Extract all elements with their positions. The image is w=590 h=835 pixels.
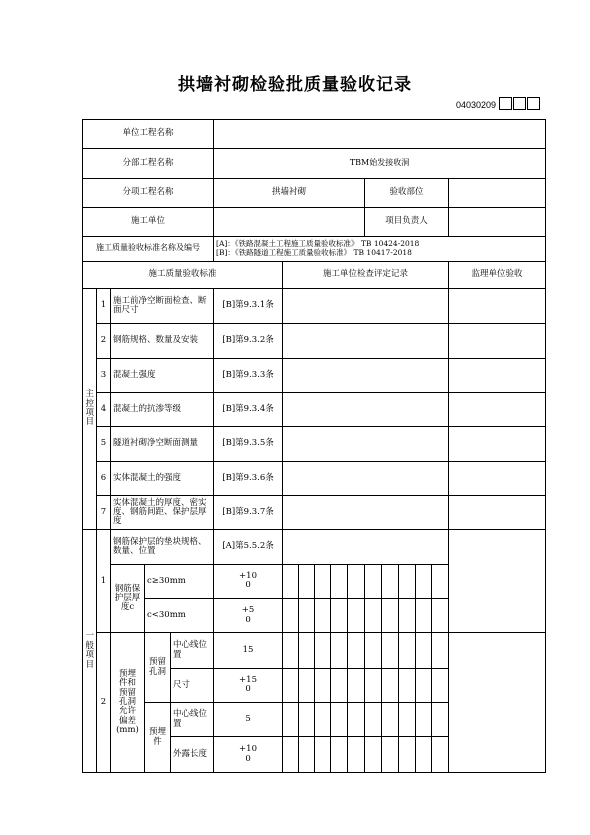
item-clause: [B]第9.3.4条 <box>214 392 283 426</box>
form-code: 04030209 <box>456 100 497 110</box>
check-record[interactable] <box>283 392 449 426</box>
code-box[interactable] <box>499 97 512 110</box>
measure-cell[interactable] <box>348 564 365 598</box>
cover-thickness-label-cell <box>111 564 145 633</box>
measure-cell[interactable] <box>299 737 315 773</box>
measure-cell[interactable] <box>416 633 432 668</box>
tolerance-bottom: 0 <box>245 580 251 591</box>
item-clause: [A]第5.5.2条 <box>214 530 283 564</box>
tolerance-cell <box>214 737 283 773</box>
main-control-label-cell <box>83 288 97 530</box>
measure-cell[interactable] <box>348 633 365 668</box>
tolerance-top: 15 <box>242 644 254 655</box>
measure-cell[interactable] <box>365 599 382 633</box>
tolerance-cell <box>214 564 283 598</box>
measure-cell[interactable] <box>299 599 315 633</box>
general-label: 一般项目 <box>85 631 95 670</box>
supervision-record[interactable] <box>449 358 546 392</box>
tolerance-top: +10 <box>239 571 257 581</box>
supervision-record[interactable] <box>449 461 546 495</box>
measure-cell[interactable] <box>331 599 348 633</box>
code-box[interactable] <box>513 97 526 110</box>
measure-cell[interactable] <box>299 633 315 668</box>
cover-condition: c<30mm <box>145 599 214 633</box>
column-construction-check: 施工单位检查评定记录 <box>283 261 449 288</box>
measure-cell[interactable] <box>365 633 382 668</box>
supervision-record[interactable] <box>449 495 546 529</box>
item-no: 7 <box>97 495 111 529</box>
measure-cell[interactable] <box>283 668 299 702</box>
supervision-record[interactable] <box>449 633 546 773</box>
embedded-part-label: 预埋件 <box>148 727 166 747</box>
measure-cell[interactable] <box>315 633 331 668</box>
construction-unit-label: 施工单位 <box>83 207 214 236</box>
unit-project-value[interactable] <box>214 120 546 149</box>
tolerance-cell <box>214 668 283 702</box>
supervision-record[interactable] <box>449 288 546 323</box>
cover-thickness-label: 钢筋保护层厚度c <box>114 583 141 613</box>
item-no: 3 <box>97 358 111 392</box>
standard-label: 施工质量验收标准名称及编号 <box>83 237 214 261</box>
item-no: 2 <box>97 324 111 358</box>
item-clause: [B]第9.3.7条 <box>214 495 283 529</box>
measure-cell[interactable] <box>399 599 416 633</box>
reserved-hole-label-cell <box>145 633 171 703</box>
sub-item-name: 中心线位置 <box>171 633 214 668</box>
measure-cell[interactable] <box>399 737 416 773</box>
measure-cell[interactable] <box>399 703 416 737</box>
measure-cell[interactable] <box>365 668 382 702</box>
measure-cell[interactable] <box>382 668 399 702</box>
item-no: 1 <box>97 530 111 633</box>
sub-item-name: 尺寸 <box>171 668 214 702</box>
measure-cell[interactable] <box>315 737 331 773</box>
measure-cell[interactable] <box>299 703 315 737</box>
measure-cell[interactable] <box>299 668 315 702</box>
measure-cell[interactable] <box>382 703 399 737</box>
item-name: 施工前净空断面检查、断面尺寸 <box>111 288 214 323</box>
measure-cell[interactable] <box>331 668 348 702</box>
unit-project-label: 单位工程名称 <box>83 120 214 149</box>
column-supervision: 监理单位验收 <box>449 261 546 288</box>
measure-cell[interactable] <box>432 703 449 737</box>
measure-cell[interactable] <box>416 564 432 598</box>
check-record[interactable] <box>283 495 449 529</box>
item-clause: [B]第9.3.3条 <box>214 358 283 392</box>
measure-cell[interactable] <box>382 564 399 598</box>
check-record[interactable] <box>283 461 449 495</box>
measure-cell[interactable] <box>432 564 449 598</box>
tolerance-top: +10 <box>239 744 257 755</box>
measure-cell[interactable] <box>283 564 299 598</box>
check-record[interactable] <box>283 288 449 323</box>
page-title: 拱墙衬砌检验批质量验收记录 <box>178 75 412 95</box>
construction-unit-value[interactable] <box>214 207 365 236</box>
measure-cell[interactable] <box>416 668 432 702</box>
measure-cell[interactable] <box>315 668 331 702</box>
division-value[interactable]: TBM始发接收洞 <box>214 149 546 178</box>
item-no: 5 <box>97 427 111 461</box>
measure-cell[interactable] <box>365 564 382 598</box>
embedded-deviation-label: 预埋件和预留孔洞允许偏差(mm) <box>116 668 139 736</box>
check-record[interactable] <box>283 358 449 392</box>
measure-cell[interactable] <box>432 599 449 633</box>
measure-cell[interactable] <box>283 737 299 773</box>
measure-cell[interactable] <box>399 668 416 702</box>
measure-cell[interactable] <box>315 599 331 633</box>
item-name: 实体混凝土的厚度、密实度、钢筋间距、保护层厚度 <box>111 495 214 529</box>
embedded-part-label-cell <box>145 703 171 773</box>
measure-cell[interactable] <box>399 633 416 668</box>
subdivision-label: 分项工程名称 <box>83 178 214 207</box>
general-label-cell <box>83 530 97 773</box>
code-boxes <box>499 97 540 110</box>
acceptance-part-value[interactable] <box>449 178 546 207</box>
tolerance-cell <box>214 703 283 737</box>
measure-cell[interactable] <box>331 564 348 598</box>
measure-cell[interactable] <box>432 668 449 702</box>
tolerance-bottom: 0 <box>245 753 251 764</box>
measure-cell[interactable] <box>416 703 432 737</box>
item-name: 钢筋规格、数量及安装 <box>111 324 214 358</box>
measure-cell[interactable] <box>348 703 365 737</box>
tolerance-bottom: 0 <box>245 684 251 695</box>
item-name: 实体混凝土的强度 <box>111 461 214 495</box>
tolerance-top: +5 <box>241 605 255 616</box>
measure-cell[interactable] <box>432 737 449 773</box>
standard-a: [A]：《铁路混凝土工程施工质量验收标准》 TB 10424-2018 <box>216 239 420 249</box>
code-box[interactable] <box>527 97 540 110</box>
item-name: 混凝土强度 <box>111 358 214 392</box>
check-record[interactable] <box>283 324 449 358</box>
tolerance-cell <box>214 633 283 668</box>
item-clause: [B]第9.3.1条 <box>214 288 283 323</box>
item-clause: [B]第9.3.2条 <box>214 324 283 358</box>
acceptance-table <box>82 119 546 773</box>
measure-cell[interactable] <box>382 599 399 633</box>
check-record[interactable] <box>283 530 449 564</box>
measure-cell[interactable] <box>416 737 432 773</box>
measure-cell[interactable] <box>331 703 348 737</box>
tolerance-bottom: 0 <box>245 614 251 625</box>
measure-cell[interactable] <box>348 737 365 773</box>
item-clause: [B]第9.3.5条 <box>214 427 283 461</box>
measure-cell[interactable] <box>432 633 449 668</box>
tolerance-top: +15 <box>239 675 257 686</box>
item-no: 6 <box>97 461 111 495</box>
measure-cell[interactable] <box>331 737 348 773</box>
measure-cell[interactable] <box>283 633 299 668</box>
item-name: 钢筋保护层的垫块规格、数量、位置 <box>111 530 214 564</box>
item-no: 1 <box>97 288 111 323</box>
check-record[interactable] <box>283 427 449 461</box>
tolerance-cell <box>214 599 283 633</box>
acceptance-part-label: 验收部位 <box>365 178 449 207</box>
supervision-record[interactable] <box>449 392 546 426</box>
measure-cell[interactable] <box>299 564 315 598</box>
item-no: 2 <box>97 633 111 773</box>
main-control-label: 主控项目 <box>85 389 95 428</box>
item-no: 4 <box>97 392 111 426</box>
subdivision-value[interactable]: 拱墙衬砌 <box>214 178 365 207</box>
reserved-hole-label: 预留孔洞 <box>148 657 166 677</box>
measure-cell[interactable] <box>365 737 382 773</box>
sub-item-name: 外露长度 <box>171 737 214 773</box>
supervision-record[interactable] <box>449 324 546 358</box>
item-name: 混凝土的抗渗等级 <box>111 392 214 426</box>
measure-cell[interactable] <box>382 633 399 668</box>
sub-item-name: 中心线位置 <box>171 703 214 737</box>
measure-cell[interactable] <box>283 599 299 633</box>
measure-cell[interactable] <box>331 633 348 668</box>
measure-cell[interactable] <box>315 564 331 598</box>
measure-cell[interactable] <box>416 599 432 633</box>
measure-cell[interactable] <box>365 703 382 737</box>
measure-cell[interactable] <box>399 564 416 598</box>
project-manager-label: 项目负责人 <box>365 207 449 236</box>
supervision-record[interactable] <box>449 427 546 461</box>
measure-cell[interactable] <box>348 668 365 702</box>
item-name: 隧道衬砌净空断面测量 <box>111 427 214 461</box>
item-clause: [B]第9.3.6条 <box>214 461 283 495</box>
measure-cell[interactable] <box>315 703 331 737</box>
standard-b: [B]：《铁路隧道工程施工质量验收标准》 TB 10417-2018 <box>216 247 412 257</box>
supervision-record[interactable] <box>449 530 546 633</box>
column-acceptance-standard: 施工质量验收标准 <box>83 261 283 288</box>
tolerance-top: 5 <box>245 714 251 725</box>
measure-cell[interactable] <box>382 737 399 773</box>
project-manager-value[interactable] <box>449 207 546 236</box>
measure-cell[interactable] <box>283 703 299 737</box>
division-label: 分部工程名称 <box>83 149 214 178</box>
measure-cell[interactable] <box>348 599 365 633</box>
standard-list <box>214 237 546 261</box>
embedded-deviation-label-cell <box>111 633 145 773</box>
cover-condition: c≥30mm <box>145 564 214 598</box>
